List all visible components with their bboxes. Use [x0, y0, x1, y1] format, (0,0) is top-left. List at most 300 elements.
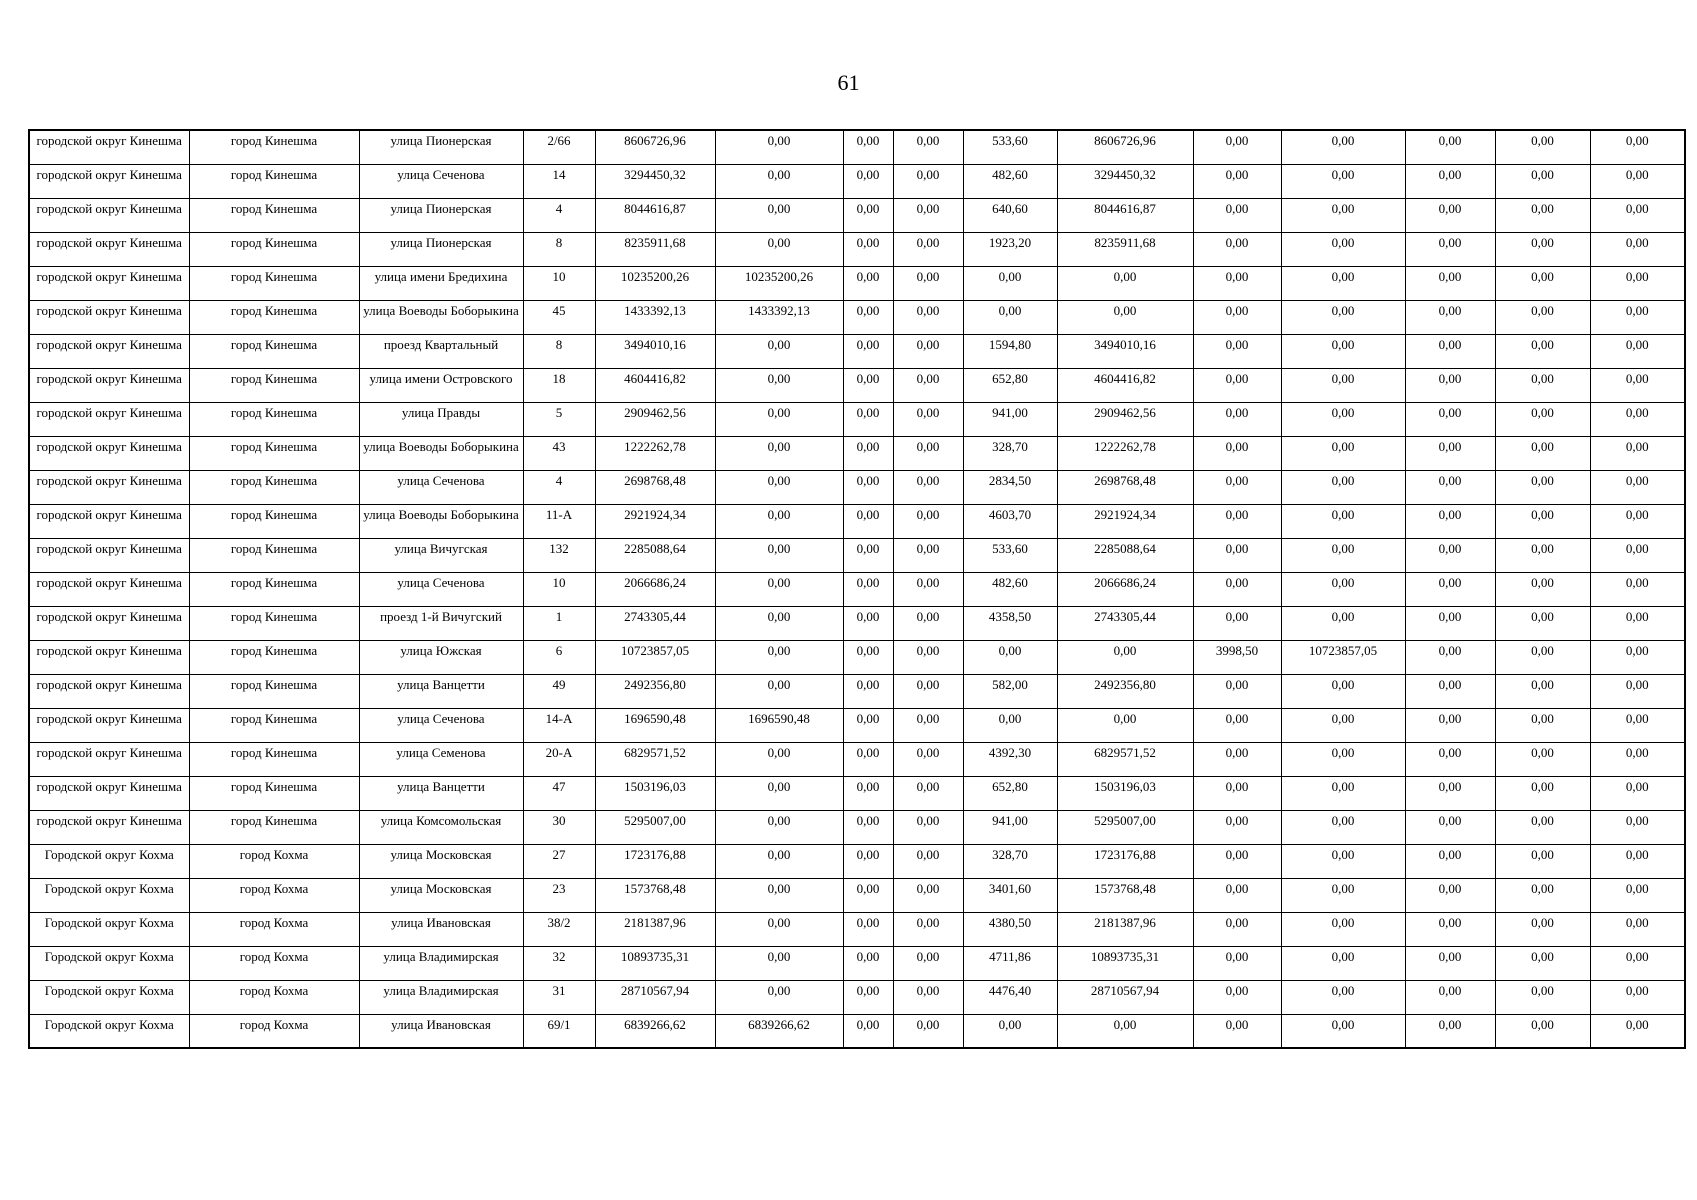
value-cell-6: 10235200,26: [715, 266, 843, 300]
municipality-cell: городской округ Кинешма: [29, 572, 189, 606]
area-cell: 4711,86: [963, 946, 1057, 980]
value-cell-10: 6829571,52: [1057, 742, 1193, 776]
value-cell-13: 0,00: [1405, 674, 1495, 708]
value-cell-14: 0,00: [1495, 674, 1590, 708]
value-cell-13: 0,00: [1405, 572, 1495, 606]
area-cell: 533,60: [963, 130, 1057, 164]
value-cell-11: 0,00: [1193, 300, 1281, 334]
street-cell: улица Ванцетти: [359, 776, 523, 810]
value-cell-6: 0,00: [715, 232, 843, 266]
house-number-cell: 69/1: [523, 1014, 595, 1048]
value-cell-12: 0,00: [1281, 708, 1405, 742]
settlement-cell: город Кинешма: [189, 606, 359, 640]
value-cell-12: 0,00: [1281, 368, 1405, 402]
total-cost-cell: 2181387,96: [595, 912, 715, 946]
value-cell-13: 0,00: [1405, 844, 1495, 878]
value-cell-13: 0,00: [1405, 198, 1495, 232]
value-cell-10: 2921924,34: [1057, 504, 1193, 538]
value-cell-14: 0,00: [1495, 1014, 1590, 1048]
street-cell: улица имени Бредихина: [359, 266, 523, 300]
value-cell-6: 0,00: [715, 776, 843, 810]
table-row: [29, 572, 1685, 606]
street-cell: улица Воеводы Боборыкина: [359, 436, 523, 470]
value-cell-7: 0,00: [843, 674, 893, 708]
value-cell-11: 0,00: [1193, 402, 1281, 436]
value-cell-8: 0,00: [893, 232, 963, 266]
value-cell-14: 0,00: [1495, 504, 1590, 538]
value-cell-14: 0,00: [1495, 606, 1590, 640]
settlement-cell: город Кинешма: [189, 776, 359, 810]
value-cell-10: 10893735,31: [1057, 946, 1193, 980]
value-cell-7: 0,00: [843, 334, 893, 368]
value-cell-7: 0,00: [843, 436, 893, 470]
value-cell-8: 0,00: [893, 844, 963, 878]
value-cell-10: 2698768,48: [1057, 470, 1193, 504]
value-cell-10: 2909462,56: [1057, 402, 1193, 436]
value-cell-12: 0,00: [1281, 912, 1405, 946]
value-cell-12: 0,00: [1281, 1014, 1405, 1048]
value-cell-15: 0,00: [1590, 776, 1685, 810]
value-cell-12: 0,00: [1281, 504, 1405, 538]
municipality-cell: городской округ Кинешма: [29, 470, 189, 504]
value-cell-15: 0,00: [1590, 334, 1685, 368]
value-cell-12: 0,00: [1281, 572, 1405, 606]
table-row: [29, 912, 1685, 946]
total-cost-cell: 8235911,68: [595, 232, 715, 266]
house-number-cell: 2/66: [523, 130, 595, 164]
value-cell-14: 0,00: [1495, 742, 1590, 776]
area-cell: 482,60: [963, 164, 1057, 198]
total-cost-cell: 2492356,80: [595, 674, 715, 708]
settlement-cell: город Кохма: [189, 912, 359, 946]
table-row: [29, 300, 1685, 334]
value-cell-12: 0,00: [1281, 334, 1405, 368]
value-cell-12: 0,00: [1281, 266, 1405, 300]
settlement-cell: город Кохма: [189, 878, 359, 912]
municipality-cell: городской округ Кинешма: [29, 334, 189, 368]
house-number-cell: 20-А: [523, 742, 595, 776]
value-cell-13: 0,00: [1405, 946, 1495, 980]
house-number-cell: 47: [523, 776, 595, 810]
value-cell-8: 0,00: [893, 606, 963, 640]
value-cell-7: 0,00: [843, 640, 893, 674]
value-cell-14: 0,00: [1495, 232, 1590, 266]
value-cell-14: 0,00: [1495, 198, 1590, 232]
value-cell-10: 2743305,44: [1057, 606, 1193, 640]
municipality-cell: городской округ Кинешма: [29, 606, 189, 640]
house-number-cell: 8: [523, 232, 595, 266]
value-cell-14: 0,00: [1495, 130, 1590, 164]
value-cell-7: 0,00: [843, 1014, 893, 1048]
value-cell-12: 0,00: [1281, 164, 1405, 198]
total-cost-cell: 10893735,31: [595, 946, 715, 980]
street-cell: улица Ивановская: [359, 1014, 523, 1048]
total-cost-cell: 28710567,94: [595, 980, 715, 1014]
table-row: [29, 878, 1685, 912]
area-cell: 4358,50: [963, 606, 1057, 640]
value-cell-12: 0,00: [1281, 300, 1405, 334]
value-cell-6: 0,00: [715, 912, 843, 946]
house-number-cell: 4: [523, 198, 595, 232]
area-cell: 0,00: [963, 640, 1057, 674]
value-cell-8: 0,00: [893, 198, 963, 232]
value-cell-10: 28710567,94: [1057, 980, 1193, 1014]
value-cell-13: 0,00: [1405, 980, 1495, 1014]
value-cell-7: 0,00: [843, 368, 893, 402]
table-row: [29, 776, 1685, 810]
street-cell: улица Ивановская: [359, 912, 523, 946]
value-cell-13: 0,00: [1405, 912, 1495, 946]
table-row: [29, 130, 1685, 164]
value-cell-12: 0,00: [1281, 946, 1405, 980]
value-cell-11: 0,00: [1193, 368, 1281, 402]
table-row: [29, 606, 1685, 640]
value-cell-8: 0,00: [893, 572, 963, 606]
total-cost-cell: 6839266,62: [595, 1014, 715, 1048]
settlement-cell: город Кинешма: [189, 198, 359, 232]
value-cell-12: 0,00: [1281, 436, 1405, 470]
value-cell-14: 0,00: [1495, 470, 1590, 504]
municipality-cell: Городской округ Кохма: [29, 878, 189, 912]
value-cell-6: 0,00: [715, 674, 843, 708]
value-cell-11: 0,00: [1193, 266, 1281, 300]
value-cell-15: 0,00: [1590, 912, 1685, 946]
street-cell: улица Воеводы Боборыкина: [359, 300, 523, 334]
table-row: [29, 674, 1685, 708]
settlement-cell: город Кинешма: [189, 164, 359, 198]
value-cell-11: 0,00: [1193, 606, 1281, 640]
municipality-cell: Городской округ Кохма: [29, 946, 189, 980]
value-cell-7: 0,00: [843, 164, 893, 198]
area-cell: 1594,80: [963, 334, 1057, 368]
house-number-cell: 10: [523, 572, 595, 606]
value-cell-6: 0,00: [715, 810, 843, 844]
value-cell-11: 0,00: [1193, 844, 1281, 878]
value-cell-13: 0,00: [1405, 470, 1495, 504]
value-cell-13: 0,00: [1405, 640, 1495, 674]
table-row: [29, 334, 1685, 368]
value-cell-10: 2066686,24: [1057, 572, 1193, 606]
area-cell: 582,00: [963, 674, 1057, 708]
value-cell-6: 0,00: [715, 572, 843, 606]
value-cell-7: 0,00: [843, 810, 893, 844]
value-cell-13: 0,00: [1405, 232, 1495, 266]
value-cell-15: 0,00: [1590, 844, 1685, 878]
value-cell-11: 0,00: [1193, 198, 1281, 232]
value-cell-14: 0,00: [1495, 946, 1590, 980]
value-cell-8: 0,00: [893, 1014, 963, 1048]
total-cost-cell: 2066686,24: [595, 572, 715, 606]
total-cost-cell: 5295007,00: [595, 810, 715, 844]
value-cell-10: 1573768,48: [1057, 878, 1193, 912]
value-cell-13: 0,00: [1405, 742, 1495, 776]
table-row: [29, 198, 1685, 232]
value-cell-8: 0,00: [893, 912, 963, 946]
value-cell-7: 0,00: [843, 572, 893, 606]
table-row: [29, 402, 1685, 436]
value-cell-13: 0,00: [1405, 334, 1495, 368]
value-cell-15: 0,00: [1590, 504, 1685, 538]
municipality-cell: городской округ Кинешма: [29, 300, 189, 334]
settlement-cell: город Кинешма: [189, 538, 359, 572]
value-cell-8: 0,00: [893, 946, 963, 980]
value-cell-13: 0,00: [1405, 504, 1495, 538]
value-cell-8: 0,00: [893, 708, 963, 742]
value-cell-11: 0,00: [1193, 674, 1281, 708]
value-cell-6: 0,00: [715, 130, 843, 164]
total-cost-cell: 10723857,05: [595, 640, 715, 674]
street-cell: улица Южская: [359, 640, 523, 674]
value-cell-6: 0,00: [715, 742, 843, 776]
value-cell-6: 0,00: [715, 504, 843, 538]
value-cell-11: 0,00: [1193, 912, 1281, 946]
settlement-cell: город Кинешма: [189, 810, 359, 844]
value-cell-11: 0,00: [1193, 742, 1281, 776]
value-cell-15: 0,00: [1590, 266, 1685, 300]
settlement-cell: город Кохма: [189, 946, 359, 980]
street-cell: улица Сеченова: [359, 708, 523, 742]
value-cell-11: 0,00: [1193, 164, 1281, 198]
value-cell-10: 8606726,96: [1057, 130, 1193, 164]
value-cell-7: 0,00: [843, 878, 893, 912]
municipality-cell: городской округ Кинешма: [29, 708, 189, 742]
street-cell: улица Владимирская: [359, 946, 523, 980]
value-cell-8: 0,00: [893, 504, 963, 538]
total-cost-cell: 3494010,16: [595, 334, 715, 368]
settlement-cell: город Кохма: [189, 844, 359, 878]
house-number-cell: 43: [523, 436, 595, 470]
house-number-cell: 132: [523, 538, 595, 572]
house-number-cell: 32: [523, 946, 595, 980]
value-cell-6: 1696590,48: [715, 708, 843, 742]
value-cell-14: 0,00: [1495, 844, 1590, 878]
value-cell-13: 0,00: [1405, 538, 1495, 572]
house-number-cell: 10: [523, 266, 595, 300]
area-cell: 4603,70: [963, 504, 1057, 538]
street-cell: улица Правды: [359, 402, 523, 436]
value-cell-11: 0,00: [1193, 334, 1281, 368]
settlement-cell: город Кинешма: [189, 402, 359, 436]
value-cell-15: 0,00: [1590, 708, 1685, 742]
settlement-cell: город Кохма: [189, 1014, 359, 1048]
house-number-cell: 14: [523, 164, 595, 198]
value-cell-14: 0,00: [1495, 436, 1590, 470]
municipality-cell: городской округ Кинешма: [29, 436, 189, 470]
value-cell-10: 8044616,87: [1057, 198, 1193, 232]
value-cell-8: 0,00: [893, 300, 963, 334]
value-cell-13: 0,00: [1405, 878, 1495, 912]
settlement-cell: город Кинешма: [189, 640, 359, 674]
value-cell-11: 0,00: [1193, 878, 1281, 912]
value-cell-7: 0,00: [843, 266, 893, 300]
value-cell-7: 0,00: [843, 708, 893, 742]
street-cell: улица имени Островского: [359, 368, 523, 402]
house-number-cell: 49: [523, 674, 595, 708]
street-cell: улица Пионерская: [359, 198, 523, 232]
value-cell-8: 0,00: [893, 334, 963, 368]
total-cost-cell: 1696590,48: [595, 708, 715, 742]
total-cost-cell: 4604416,82: [595, 368, 715, 402]
value-cell-6: 0,00: [715, 368, 843, 402]
value-cell-6: 0,00: [715, 878, 843, 912]
house-number-cell: 18: [523, 368, 595, 402]
table-row: [29, 232, 1685, 266]
value-cell-15: 0,00: [1590, 130, 1685, 164]
area-cell: 4476,40: [963, 980, 1057, 1014]
value-cell-10: 2492356,80: [1057, 674, 1193, 708]
value-cell-14: 0,00: [1495, 164, 1590, 198]
value-cell-7: 0,00: [843, 198, 893, 232]
value-cell-11: 3998,50: [1193, 640, 1281, 674]
value-cell-8: 0,00: [893, 470, 963, 504]
value-cell-12: 0,00: [1281, 742, 1405, 776]
area-cell: 941,00: [963, 810, 1057, 844]
value-cell-15: 0,00: [1590, 606, 1685, 640]
value-cell-10: 4604416,82: [1057, 368, 1193, 402]
table-row: [29, 470, 1685, 504]
municipality-cell: городской округ Кинешма: [29, 504, 189, 538]
value-cell-15: 0,00: [1590, 470, 1685, 504]
value-cell-13: 0,00: [1405, 266, 1495, 300]
municipality-cell: городской округ Кинешма: [29, 164, 189, 198]
value-cell-10: 8235911,68: [1057, 232, 1193, 266]
house-number-cell: 14-А: [523, 708, 595, 742]
area-cell: 2834,50: [963, 470, 1057, 504]
table-row: [29, 538, 1685, 572]
settlement-cell: город Кинешма: [189, 368, 359, 402]
value-cell-6: 0,00: [715, 980, 843, 1014]
value-cell-13: 0,00: [1405, 130, 1495, 164]
settlement-cell: город Кинешма: [189, 708, 359, 742]
value-cell-10: 0,00: [1057, 300, 1193, 334]
value-cell-14: 0,00: [1495, 334, 1590, 368]
total-cost-cell: 2743305,44: [595, 606, 715, 640]
total-cost-cell: 8606726,96: [595, 130, 715, 164]
data-table: [28, 129, 1686, 1049]
municipality-cell: городской округ Кинешма: [29, 232, 189, 266]
value-cell-10: 3494010,16: [1057, 334, 1193, 368]
settlement-cell: город Кинешма: [189, 742, 359, 776]
total-cost-cell: 1503196,03: [595, 776, 715, 810]
value-cell-6: 0,00: [715, 538, 843, 572]
value-cell-14: 0,00: [1495, 640, 1590, 674]
value-cell-11: 0,00: [1193, 572, 1281, 606]
table-row: [29, 504, 1685, 538]
settlement-cell: город Кинешма: [189, 232, 359, 266]
municipality-cell: городской округ Кинешма: [29, 198, 189, 232]
value-cell-12: 0,00: [1281, 980, 1405, 1014]
table-row: [29, 946, 1685, 980]
table-row: [29, 708, 1685, 742]
value-cell-11: 0,00: [1193, 1014, 1281, 1048]
settlement-cell: город Кинешма: [189, 334, 359, 368]
value-cell-10: 1503196,03: [1057, 776, 1193, 810]
value-cell-7: 0,00: [843, 300, 893, 334]
value-cell-8: 0,00: [893, 674, 963, 708]
table-row: [29, 436, 1685, 470]
value-cell-7: 0,00: [843, 504, 893, 538]
area-cell: 328,70: [963, 844, 1057, 878]
total-cost-cell: 2909462,56: [595, 402, 715, 436]
table-row: [29, 368, 1685, 402]
table-row: [29, 742, 1685, 776]
municipality-cell: городской округ Кинешма: [29, 742, 189, 776]
settlement-cell: город Кинешма: [189, 436, 359, 470]
value-cell-7: 0,00: [843, 470, 893, 504]
house-number-cell: 30: [523, 810, 595, 844]
municipality-cell: Городской округ Кохма: [29, 844, 189, 878]
total-cost-cell: 6829571,52: [595, 742, 715, 776]
street-cell: проезд 1-й Вичугский: [359, 606, 523, 640]
value-cell-11: 0,00: [1193, 980, 1281, 1014]
settlement-cell: город Кинешма: [189, 300, 359, 334]
total-cost-cell: 2921924,34: [595, 504, 715, 538]
value-cell-8: 0,00: [893, 810, 963, 844]
area-cell: 941,00: [963, 402, 1057, 436]
house-number-cell: 1: [523, 606, 595, 640]
value-cell-6: 0,00: [715, 470, 843, 504]
municipality-cell: городской округ Кинешма: [29, 538, 189, 572]
value-cell-10: 0,00: [1057, 708, 1193, 742]
table-row: [29, 164, 1685, 198]
value-cell-8: 0,00: [893, 878, 963, 912]
value-cell-8: 0,00: [893, 538, 963, 572]
street-cell: улица Комсомольская: [359, 810, 523, 844]
value-cell-13: 0,00: [1405, 606, 1495, 640]
value-cell-8: 0,00: [893, 130, 963, 164]
value-cell-6: 0,00: [715, 640, 843, 674]
area-cell: 4380,50: [963, 912, 1057, 946]
value-cell-10: 1222262,78: [1057, 436, 1193, 470]
area-cell: 533,60: [963, 538, 1057, 572]
value-cell-13: 0,00: [1405, 708, 1495, 742]
total-cost-cell: 8044616,87: [595, 198, 715, 232]
value-cell-12: 0,00: [1281, 402, 1405, 436]
value-cell-14: 0,00: [1495, 266, 1590, 300]
value-cell-7: 0,00: [843, 980, 893, 1014]
value-cell-14: 0,00: [1495, 912, 1590, 946]
value-cell-13: 0,00: [1405, 776, 1495, 810]
street-cell: проезд Квартальный: [359, 334, 523, 368]
value-cell-14: 0,00: [1495, 810, 1590, 844]
value-cell-8: 0,00: [893, 980, 963, 1014]
value-cell-14: 0,00: [1495, 368, 1590, 402]
value-cell-12: 0,00: [1281, 810, 1405, 844]
municipality-cell: городской округ Кинешма: [29, 810, 189, 844]
street-cell: улица Пионерская: [359, 130, 523, 164]
total-cost-cell: 1573768,48: [595, 878, 715, 912]
value-cell-11: 0,00: [1193, 708, 1281, 742]
value-cell-15: 0,00: [1590, 980, 1685, 1014]
value-cell-7: 0,00: [843, 844, 893, 878]
value-cell-12: 10723857,05: [1281, 640, 1405, 674]
value-cell-12: 0,00: [1281, 878, 1405, 912]
street-cell: улица Московская: [359, 844, 523, 878]
value-cell-15: 0,00: [1590, 164, 1685, 198]
value-cell-12: 0,00: [1281, 470, 1405, 504]
area-cell: 3401,60: [963, 878, 1057, 912]
value-cell-11: 0,00: [1193, 130, 1281, 164]
area-cell: 0,00: [963, 300, 1057, 334]
area-cell: 0,00: [963, 708, 1057, 742]
value-cell-10: 3294450,32: [1057, 164, 1193, 198]
value-cell-14: 0,00: [1495, 776, 1590, 810]
municipality-cell: городской округ Кинешма: [29, 130, 189, 164]
house-number-cell: 4: [523, 470, 595, 504]
municipality-cell: городской округ Кинешма: [29, 368, 189, 402]
value-cell-7: 0,00: [843, 776, 893, 810]
value-cell-11: 0,00: [1193, 232, 1281, 266]
